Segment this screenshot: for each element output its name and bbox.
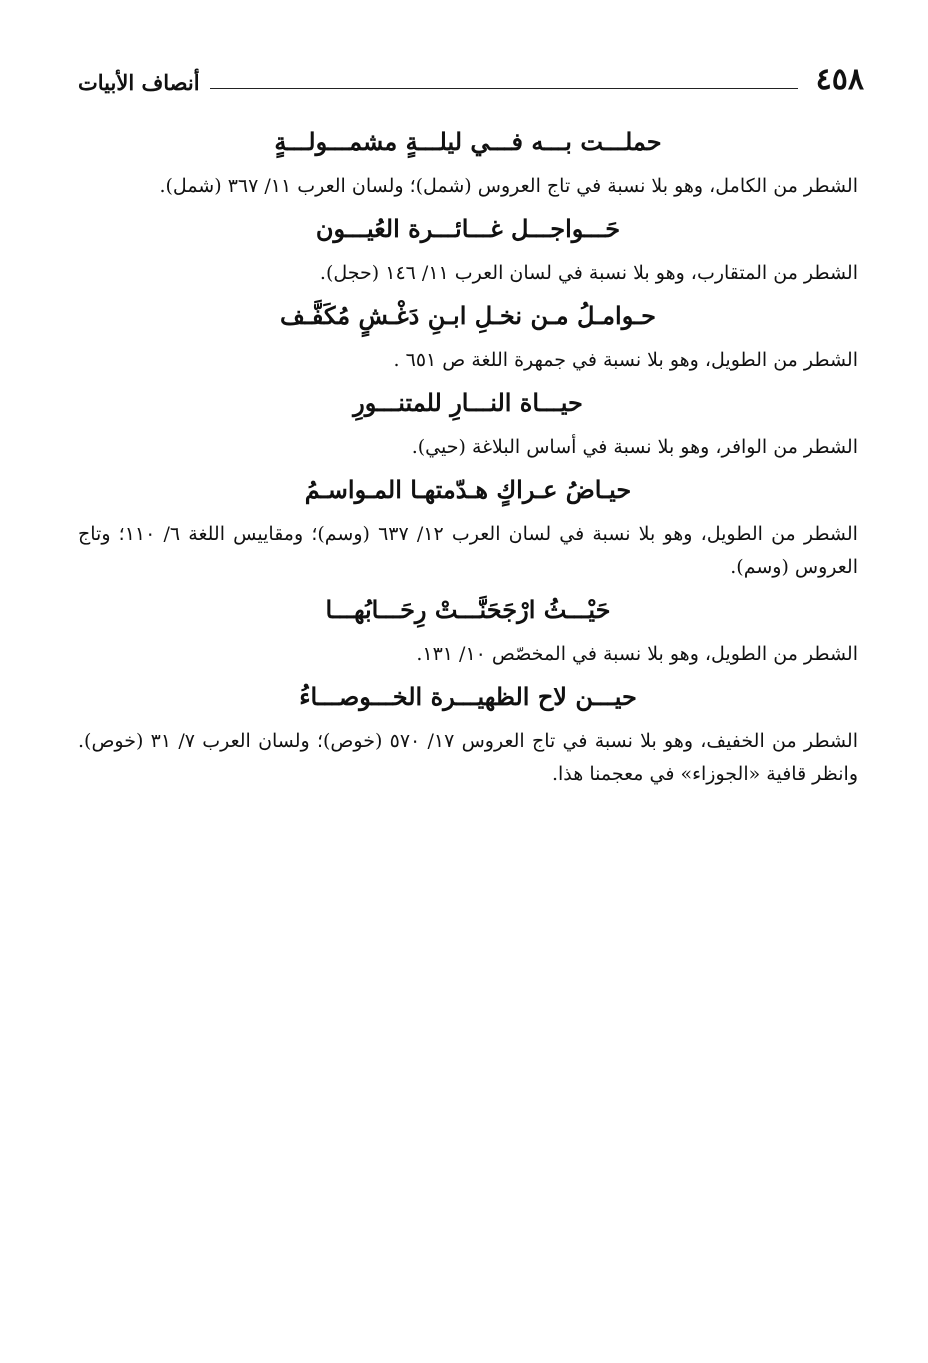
verse-line: حيـــاة النـــارِ للمتنـــورِ	[353, 388, 583, 417]
page-number: ٤٥٨	[815, 62, 864, 97]
verse-note: الشطر من الطويل، وهو بلا نسبة في لسان العرب ١٢/ ٦٣٧ (وسم)؛ ومقاييس اللغة ٦/ ١١٠؛ وتاج العروس (وسم).	[78, 523, 858, 578]
verse-note: الشطر من الطويل، وهو بلا نسبة في المخصّص ١٠/ ١٣١.	[416, 643, 858, 665]
verse-entry	[78, 470, 858, 584]
verse-entry	[78, 590, 858, 671]
verse-entry	[78, 209, 858, 290]
header-rule	[210, 88, 798, 89]
page-body	[78, 122, 858, 797]
verse-line: حَيْـــثُ ارْجَحَنَّـــتْ رِحَـــابُهـــا	[325, 595, 611, 624]
running-title: أنصاف الأبيات	[78, 70, 200, 95]
verse-line: حيـاضُ عـراكٍ هـدّمتهـا المـواسـمُ	[304, 475, 632, 504]
verse-note: الشطر من الوافر، وهو بلا نسبة في أساس البلاغة (حيي).	[411, 436, 858, 458]
verse-entry	[78, 677, 858, 791]
verse-entry	[78, 296, 858, 377]
verse-line: حملـــت بـــه فـــي ليلـــةٍ مشمـــولـــةٍ	[274, 127, 662, 156]
verse-note: الشطر من المتقارب، وهو بلا نسبة في لسان العرب ١١/ ١٤٦ (حجل).	[319, 262, 858, 284]
verse-entry	[78, 122, 858, 203]
verse-note: الشطر من الطويل، وهو بلا نسبة في جمهرة اللغة ص ٦٥١ .	[393, 349, 858, 371]
verse-note: الشطر من الخفيف، وهو بلا نسبة في تاج العروس ١٧/ ٥٧٠ (خوص)؛ ولسان العرب ٧/ ٣١ (خوص). وانظر قافية «الجوزاء» في معجمنا هذا.	[78, 730, 858, 785]
verse-line: حـوامـلُ مـن نخـلِ ابـنِ دَغْـشٍ مُكَفَّـف	[280, 301, 656, 330]
page-header	[78, 62, 864, 102]
verse-note: الشطر من الكامل، وهو بلا نسبة في تاج العروس (شمل)؛ ولسان العرب ١١/ ٣٦٧ (شمل).	[159, 175, 858, 197]
verse-line: حَـــواجـــل غـــائـــرة العُيـــون	[315, 214, 621, 243]
verse-line: حيـــن لاح الظهيـــرة الخـــوصـــاءُ	[299, 682, 637, 711]
verse-entry	[78, 383, 858, 464]
